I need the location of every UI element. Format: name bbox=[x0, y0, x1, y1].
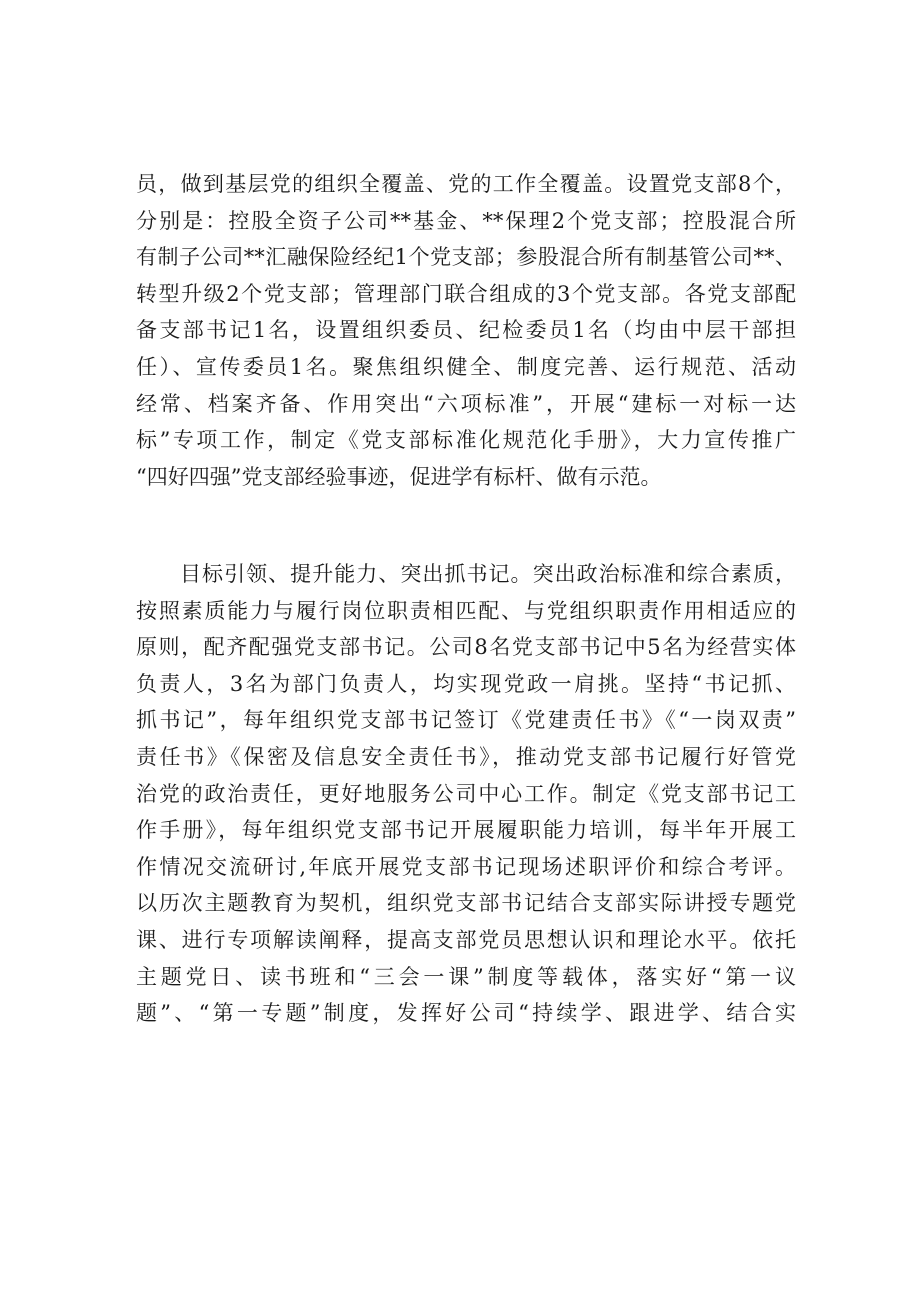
text-line: 原则，配齐配强党支部书记。公司8名党支部书记中5名为经营实体 bbox=[136, 635, 796, 660]
text-line: 主题党日、读书班和“三会一课”制度等载体，落实好“第一议 bbox=[136, 964, 796, 989]
text-line: 任）、宣传委员1名。聚焦组织健全、制度完善、运行规范、活动 bbox=[136, 354, 796, 379]
text-line: 课、进行专项解读阐释，提高支部党员思想认识和理论水平。依托 bbox=[136, 927, 796, 952]
text-line: 责任书》《保密及信息安全责任书》，推动党支部书记履行好管党 bbox=[136, 744, 796, 769]
text-line: 作手册》，每年组织党支部书记开展履职能力培训，每半年开展工 bbox=[136, 818, 796, 843]
text-line: 题”、“第一专题”制度，发挥好公司“持续学、跟进学、结合实 bbox=[136, 1001, 796, 1026]
text-line: 治党的政治责任，更好地服务公司中心工作。制定《党支部书记工 bbox=[136, 781, 796, 806]
text-line: 作情况交流研讨,年底开展党支部书记现场述职评价和综合考评。 bbox=[136, 854, 796, 879]
text-line: 有制子公司**汇融保险经纪1个党支部；参股混合所有制基管公司**、 bbox=[136, 245, 796, 270]
text-line: 员，做到基层党的组织全覆盖、党的工作全覆盖。设置党支部8个， bbox=[136, 172, 796, 196]
text-line: 以历次主题教育为契机，组织党支部书记结合支部实际讲授专题党 bbox=[136, 891, 796, 916]
text-line: 分别是：控股全资子公司**基金、**保理2个党支部；控股混合所 bbox=[136, 208, 796, 233]
text-line: 按照素质能力与履行岗位职责相匹配、与党组织职责作用相适应的 bbox=[136, 598, 796, 623]
text-line: 抓书记”，每年组织党支部书记签订《党建责任书》《“一岗双责” bbox=[136, 708, 796, 733]
text-line: 标”专项工作，制定《党支部标准化规范化手册》，大力宣传推广 bbox=[136, 428, 796, 453]
text-line: 目标引领、提升能力、突出抓书记。突出政治标准和综合素质， bbox=[180, 562, 796, 586]
text-line: “四好四强”党支部经验事迹，促进学有标杆、做有示范。 bbox=[136, 464, 662, 489]
text-line: 备支部书记1名，设置组织委员、纪检委员1名（均由中层干部担 bbox=[136, 318, 796, 343]
text-line: 负责人，3名为部门负责人，均实现党政一肩挑。坚持“书记抓、 bbox=[136, 671, 796, 696]
text-line: 转型升级2个党支部；管理部门联合组成的3个党支部。各党支部配 bbox=[136, 281, 796, 306]
paragraph-branch-secretaries bbox=[136, 556, 796, 1032]
text-line: 经常、档案齐备、作用突出“六项标准”，开展“建标一对标一达 bbox=[136, 391, 796, 416]
paragraph-party-branches bbox=[136, 166, 796, 495]
